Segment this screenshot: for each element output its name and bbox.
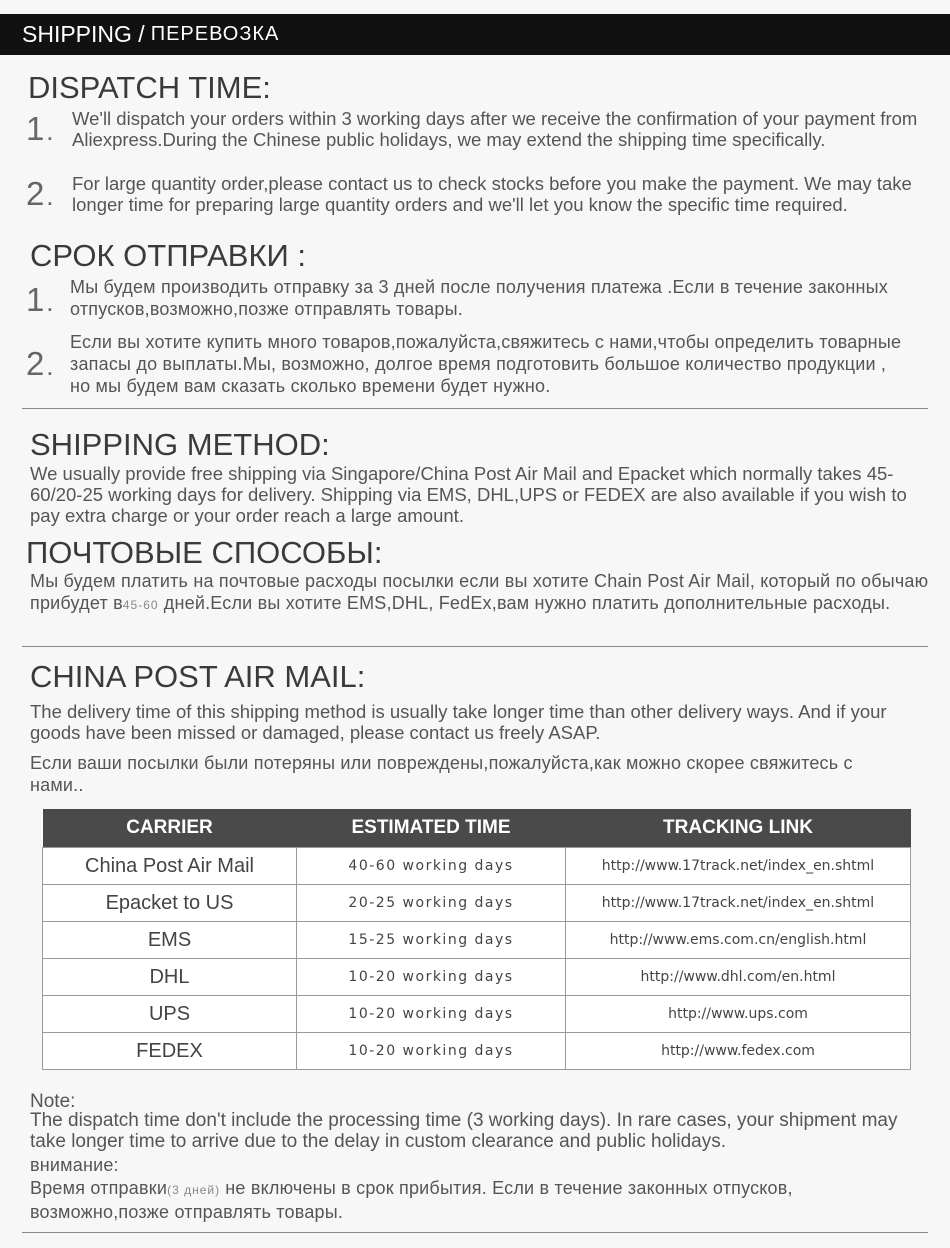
page-header	[0, 14, 950, 55]
dispatch-item-2-number: 2 .	[26, 175, 53, 212]
table-row	[43, 1033, 911, 1070]
dispatch-item-1-number: 1 .	[26, 110, 53, 147]
carrier-name: FEDEX	[43, 1033, 297, 1070]
section-divider	[22, 646, 928, 647]
dispatch-ru-item-1-text: Мы будем производить отправку за 3 дней после получения платежа .Если в течение законных отпусков,возможно,позже отправлять товары.	[70, 277, 889, 319]
dispatch-ru-item-2-text: Если вы хотите купить много товаров,пожалуйста,свяжитесь с нами,чтобы определить товарные запасы до выплаты.Мы, возможно, долгое время подготовить большое количество продукции , но мы будем вам сказать сколько времени будет нужно.	[70, 332, 902, 396]
carrier-table	[42, 809, 911, 1070]
method-ru-text: Мы будем платить на почтовые расходы посылки если вы хотите Chain Post Air Mail, который по обычаю прибудет в45-60 дней.Если вы хотите EMS,DHL, FedEx,вам нужно платить дополнительные расходы.	[30, 571, 929, 613]
header-title-ru: ПЕРЕВОЗКА	[150, 23, 280, 45]
tracking-link[interactable]: http://www.fedex.com	[566, 1033, 911, 1070]
estimated-time: 20-25 working days	[297, 885, 566, 922]
table-header-row	[43, 809, 911, 848]
note-text: The dispatch time don't include the processing time (3 working days). In rare cases, your shipment may take longer time to arrive due to the delay in custom clearance and public holidays.	[30, 1110, 898, 1152]
carrier-name: China Post Air Mail	[43, 848, 297, 885]
dispatch-ru-item-2-number: 2 .	[26, 345, 53, 382]
method-text: We usually provide free shipping via Singapore/China Post Air Mail and Epacket which normally takes 45-60/20-25 working days for delivery. Shipping via EMS, DHL,UPS or FEDEX are also available if you wish to pay extra charge or your order reach a large amount.	[30, 463, 907, 526]
carrier-name: EMS	[43, 922, 297, 959]
dispatch-item-2-text: For large quantity order,please contact us to check stocks before you make the payment. We may take longer time for preparing large quantity orders and we'll let you know the specific time required.	[72, 173, 912, 215]
note-text-ru: Время отправки(3 дней) не включены в срок прибытия. Если в течение законных отпусков, возможно,позже отправлять товары.	[30, 1178, 793, 1222]
carrier-name: DHL	[43, 959, 297, 996]
table-header-tracking-link: TRACKING LINK	[566, 809, 911, 848]
table-header-carrier: CARRIER	[43, 809, 297, 848]
tracking-link[interactable]: http://www.ups.com	[566, 996, 911, 1033]
section-divider	[22, 1232, 928, 1233]
estimated-time: 10-20 working days	[297, 996, 566, 1033]
carrier-name: UPS	[43, 996, 297, 1033]
table-row	[43, 848, 911, 885]
section-divider	[22, 408, 928, 409]
note-label-ru: внимание:	[30, 1155, 119, 1175]
dispatch-heading: DISPATCH TIME:	[28, 70, 271, 105]
airmail-text: The delivery time of this shipping method is usually take longer time than other delivery ways. And if your goods have been missed or damaged, please contact us freely ASAP.	[30, 701, 887, 743]
method-heading: SHIPPING METHOD:	[30, 427, 330, 462]
table-row	[43, 922, 911, 959]
table-row	[43, 959, 911, 996]
tracking-link[interactable]: http://www.17track.net/index_en.shtml	[566, 885, 911, 922]
carrier-name: Epacket to US	[43, 885, 297, 922]
header-title-en: SHIPPING /	[22, 21, 145, 47]
dispatch-ru-item-1-number: 1 .	[26, 281, 53, 318]
airmail-heading: CHINA POST AIR MAIL:	[30, 659, 366, 694]
estimated-time: 40-60 working days	[297, 848, 566, 885]
tracking-link[interactable]: http://www.ems.com.cn/english.html	[566, 922, 911, 959]
tracking-link[interactable]: http://www.17track.net/index_en.shtml	[566, 848, 911, 885]
airmail-text-ru: Если ваши посылки были потеряны или повреждены,пожалуйста,как можно скорее свяжитесь с нами..	[30, 753, 853, 795]
dispatch-item-1-text: We'll dispatch your orders within 3 working days after we receive the confirmation of your payment from Aliexpress.During the Chinese public holidays, we may extend the shipping time specifically.	[72, 108, 918, 150]
estimated-time: 15-25 working days	[297, 922, 566, 959]
estimated-time: 10-20 working days	[297, 1033, 566, 1070]
tracking-link[interactable]: http://www.dhl.com/en.html	[566, 959, 911, 996]
dispatch-ru-heading: СРОК ОТПРАВКИ :	[30, 238, 307, 273]
table-row	[43, 996, 911, 1033]
table-header-estimated-time: ESTIMATED TIME	[297, 809, 566, 848]
table-row	[43, 885, 911, 922]
method-ru-heading: ПОЧТОВЫЕ СПОСОБЫ:	[26, 535, 383, 570]
estimated-time: 10-20 working days	[297, 959, 566, 996]
note-label: Note:	[30, 1091, 76, 1112]
